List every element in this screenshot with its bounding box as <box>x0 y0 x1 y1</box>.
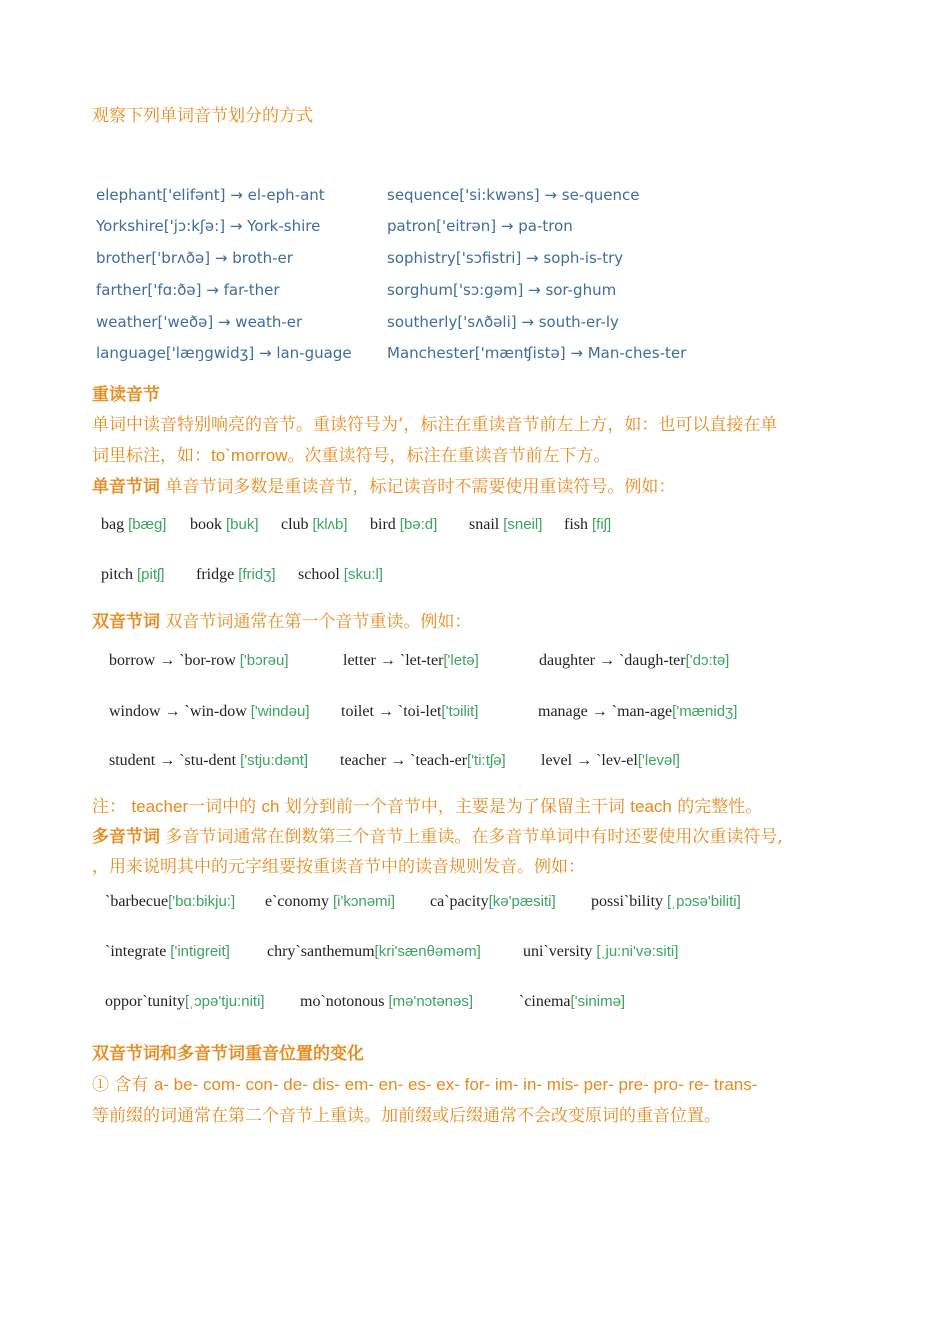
example-phonetic: ['ti:tʃə] <box>467 752 506 769</box>
example-word: toilet → `toi-let <box>341 703 442 720</box>
poly-paragraph <box>92 822 783 847</box>
example-phonetic: [pitʃ] <box>137 566 165 583</box>
poly-example <box>105 943 230 961</box>
example-phonetic: ['bɔrəu] <box>239 652 289 669</box>
di-example <box>109 652 289 670</box>
compare-left: brother['brʌðə] → broth-er <box>96 249 293 267</box>
note-text: 划分到前一个音节中，主要是为了保留主干词 <box>284 797 625 817</box>
di-example <box>340 752 506 770</box>
note-label: 注： <box>92 797 126 817</box>
example-word: student → `stu-dent <box>109 752 241 769</box>
compare-right: southerly['sʌðəli] → south-er-ly <box>387 313 619 331</box>
example-phonetic: ['mænidʒ] <box>672 703 738 720</box>
change-line2: 等前缀的词通常在第二个音节上重读。加前缀或后缀通常不会改变原词的重音位置。 <box>92 1106 721 1126</box>
example-word: `integrate <box>105 943 171 960</box>
poly-text: 多音节词通常在倒数第三个音节上重读。在多音节单词中有时还要使用次重读符号, <box>165 827 783 847</box>
example-word: daughter → `daugh-ter <box>539 652 686 669</box>
compare-right: sorghum['sɔ:gəm] → sor-ghum <box>387 281 617 299</box>
mono-text: 单音节词多数是重读音节，标记读音时不需要使用重读符号。例如： <box>165 477 676 497</box>
example-phonetic: [ˌju:ni'və:siti] <box>596 943 679 960</box>
example-phonetic: [ˌpɔsə'biliti] <box>667 893 741 910</box>
prefix-list: a- be- com- con- de- dis- em- en- es- ex- for- im- in- mis- per- pre- pro- re- trans- <box>153 1075 758 1094</box>
example-word: club <box>281 516 309 533</box>
example-phonetic: [sneil] <box>503 516 543 533</box>
example-word: window → `win-dow <box>109 703 251 720</box>
example-phonetic: ['bɑ:bikju:] <box>168 893 236 910</box>
di-example <box>541 752 680 770</box>
note-word: ch <box>261 797 280 816</box>
change-heading: 双音节词和多音节词重音位置的变化 <box>92 1044 364 1064</box>
example-word: oppor`tunity <box>105 993 185 1010</box>
example-word: fish <box>564 516 588 533</box>
compare-right: patron['eitrən] → pa-tron <box>387 217 573 235</box>
stress-line1: 单词中读音特别响亮的音节。重读符号为’，标注在重读音节前左上方，如：也可以直接在单 <box>92 415 778 435</box>
example-phonetic: [ˌɔpə'tju:niti] <box>185 993 265 1010</box>
example-phonetic: [kri'sænθəməm] <box>374 943 481 960</box>
stress-line2 <box>92 441 611 466</box>
example-word: bird <box>370 516 396 533</box>
example-phonetic: [mə'nɔtənəs] <box>388 993 474 1010</box>
example-phonetic: [fiʃ] <box>592 516 612 533</box>
di-text: 双音节词通常在第一个音节重读。例如： <box>165 612 472 632</box>
example-word: letter → `let-ter <box>343 652 444 669</box>
example-phonetic: [kə'pæsiti] <box>488 893 556 910</box>
example-phonetic: [fridʒ] <box>238 566 276 583</box>
stress-heading: 重读音节 <box>92 385 160 405</box>
example-phonetic: [i'kɔnəmi] <box>332 893 396 910</box>
mono-example <box>564 516 611 534</box>
mono-example <box>281 516 348 534</box>
poly-example <box>523 943 678 961</box>
change-number: ① <box>92 1075 109 1095</box>
di-example <box>341 703 478 721</box>
mono-label: 单音节词 <box>92 477 160 497</box>
example-word: book <box>190 516 222 533</box>
example-word: ca`pacity <box>430 893 489 910</box>
note-text: 一词中的 <box>188 797 257 817</box>
poly-example <box>105 893 235 911</box>
poly-example <box>265 893 395 911</box>
di-example <box>539 652 729 670</box>
example-phonetic: ['windəu] <box>250 703 310 720</box>
mono-example <box>298 566 383 584</box>
poly-example <box>300 993 473 1011</box>
poly-example <box>105 993 265 1011</box>
example-phonetic: [klʌb] <box>312 516 348 533</box>
note-paragraph <box>92 792 762 817</box>
di-label: 双音节词 <box>92 612 160 632</box>
example-phonetic: ['levəl] <box>637 752 680 769</box>
example-word: `barbecue <box>105 893 169 910</box>
example-word: school <box>298 566 340 583</box>
mono-example <box>101 516 166 534</box>
stress-line2-text: 。次重读符号，标注在重读音节前左下方。 <box>287 446 611 466</box>
poly-example <box>591 893 741 911</box>
di-example <box>109 703 310 721</box>
note-text: 的完整性。 <box>677 797 763 817</box>
mono-example <box>101 566 165 584</box>
poly-example <box>267 943 481 961</box>
example-phonetic: ['stju:dənt] <box>240 752 308 769</box>
example-word: teacher → `teach-er <box>340 752 468 769</box>
poly-example <box>430 893 556 911</box>
mono-example <box>196 566 276 584</box>
poly-text-line2: ，用来说明其中的元字组要按重读音节中的读音规则发音。例如： <box>92 857 585 877</box>
example-phonetic: [buk] <box>226 516 259 533</box>
poly-label: 多音节词 <box>92 827 160 847</box>
example-phonetic: [bə:d] <box>399 516 438 533</box>
intro-text: 观察下列单词音节划分的方式 <box>92 106 313 126</box>
example-phonetic: [sku:l] <box>343 566 383 583</box>
compare-left: language['læŋgwidʒ] → lan-guage <box>96 344 352 362</box>
mono-paragraph <box>92 472 675 497</box>
mono-example <box>370 516 437 534</box>
example-word: fridge <box>196 566 235 583</box>
example-word: snail <box>469 516 500 533</box>
compare-right: sophistry['sɔfistri] → soph-is-try <box>387 249 624 267</box>
example-phonetic: ['sinimə] <box>570 993 626 1010</box>
example-word: level → `lev-el <box>541 752 638 769</box>
example-word: uni`versity <box>523 943 597 960</box>
compare-left: Yorkshire['jɔ:kʃə:] → York-shire <box>96 217 321 235</box>
example-phonetic: ['letə] <box>443 652 479 669</box>
compare-left: weather['weðə] → weath-er <box>96 313 303 331</box>
example-word: possi`bility <box>591 893 668 910</box>
example-word: manage → `man-age <box>538 703 673 720</box>
example-phonetic: ['intigreit] <box>170 943 230 960</box>
di-example <box>109 752 308 770</box>
di-example <box>343 652 479 670</box>
di-paragraph <box>92 607 471 632</box>
change-text: 含有 <box>114 1075 149 1095</box>
example-phonetic: ['tɔilit] <box>441 703 479 720</box>
mono-example <box>469 516 542 534</box>
compare-left: elephant['elifənt] → el-eph-ant <box>96 186 325 204</box>
mono-example <box>190 516 259 534</box>
di-example <box>538 703 737 721</box>
stress-example-word: to`morrow <box>211 446 288 465</box>
example-word: bag <box>101 516 125 533</box>
compare-left: farther['fɑ:ðə] → far-ther <box>96 281 280 299</box>
example-word: chry`santhemum <box>267 943 375 960</box>
example-phonetic: [bæg] <box>128 516 167 533</box>
example-word: e`conomy <box>265 893 333 910</box>
example-word: pitch <box>101 566 133 583</box>
change-line1 <box>92 1070 757 1095</box>
note-word: teacher <box>131 797 189 816</box>
compare-right: Manchester['mænʧistə] → Man-ches-ter <box>387 344 687 362</box>
stress-line2-text: 词里标注，如： <box>92 446 211 466</box>
example-phonetic: ['dɔ:tə] <box>685 652 730 669</box>
example-word: `cinema <box>519 993 571 1010</box>
poly-example <box>519 993 625 1011</box>
example-word: mo`notonous <box>300 993 389 1010</box>
compare-right: sequence['si:kwəns] → se-quence <box>387 186 640 204</box>
note-word: teach <box>630 797 672 816</box>
example-word: borrow → `bor-row <box>109 652 240 669</box>
